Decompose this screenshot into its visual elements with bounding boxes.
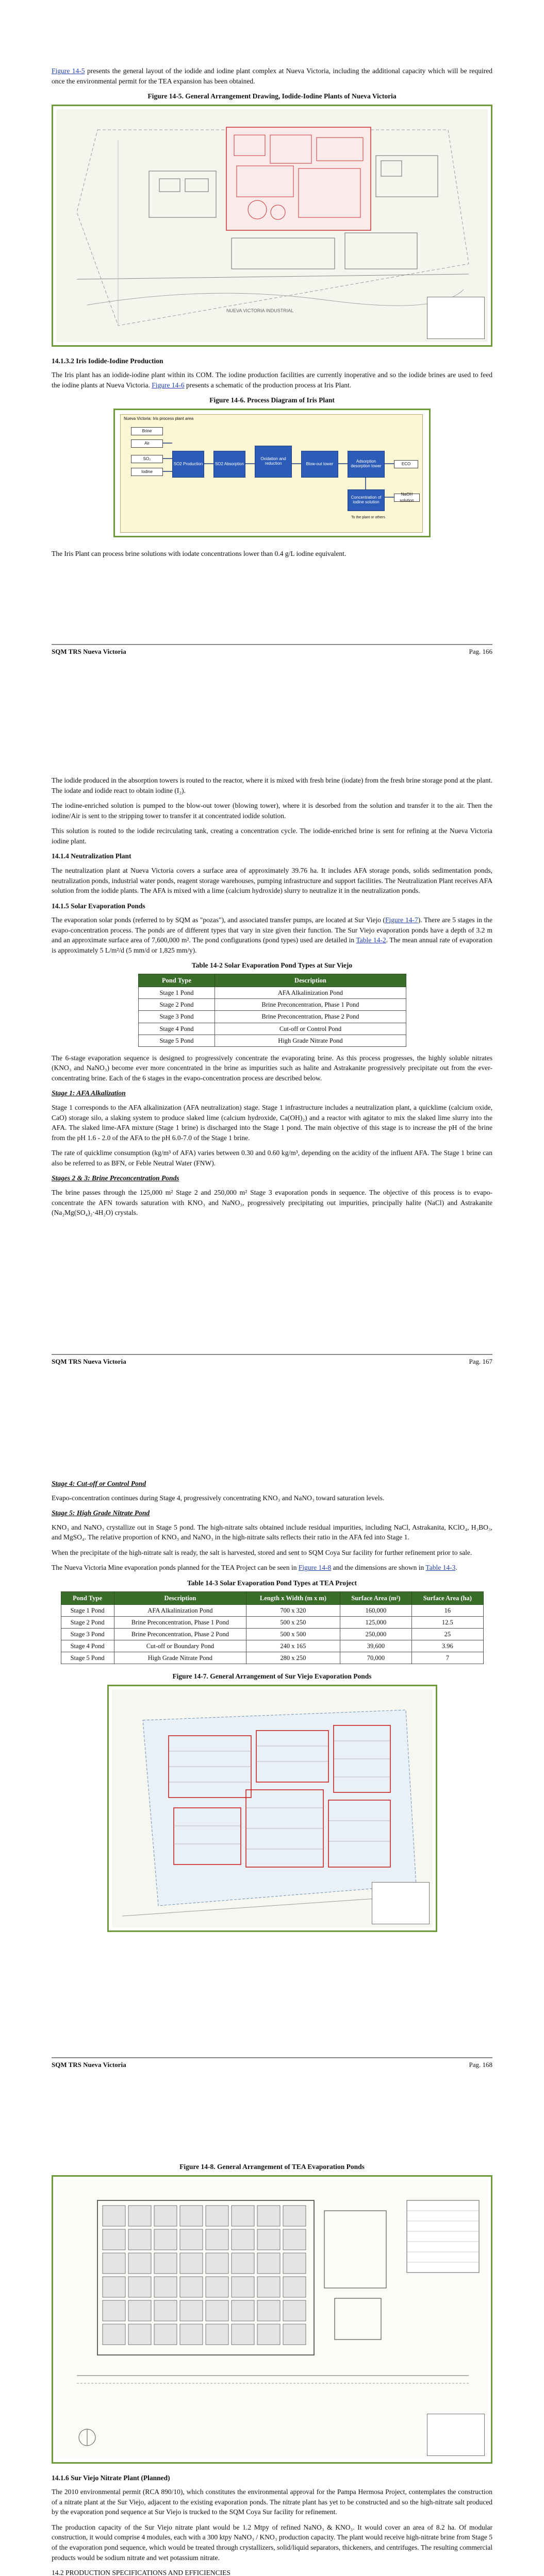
table-14-2-cell-2-0: Stage 3 Pond — [138, 1011, 215, 1023]
figure-14-5-title: Figure 14-5. General Arrangement Drawing, Iodide-Iodine Plants of Nueva Victoria — [147, 92, 397, 100]
figure-14-5-drawing — [52, 105, 492, 347]
page-number: Pag. 166 — [469, 648, 492, 655]
iris-paragraph: The Iris plant has an iodide-iodine plant within its COM. The iodine production facilities are currently inoperative and so the iodide brines are used to feed the iodine plants at Nueva Victoria. Figure 14-6 presents a schematic of the production process at Iris Plant. — [52, 371, 492, 389]
table-14-2-header-1: Description — [215, 974, 406, 987]
table-row — [138, 999, 406, 1011]
table-14-2-cell-4-1: High Grade Nitrate Pond — [215, 1035, 406, 1046]
sur-viejo-plant-heading: 14.1.6 Sur Viejo Nitrate Plant (Planned) — [52, 2473, 170, 2482]
table-14-3-cell-0-2: 700 x 320 — [246, 1604, 340, 1616]
table-14-3 — [61, 1591, 484, 1665]
table-14-3-header-1: Description — [114, 1591, 246, 1604]
page-number: Pag. 167 — [469, 1358, 492, 1365]
table-14-3-link[interactable]: Table 14-3 — [425, 1564, 456, 1572]
table-14-2-cell-0-0: Stage 1 Pond — [138, 987, 215, 999]
stage-sequence-paragraph: The 6-stage evaporation sequence is designed to progressively concentrate the evaporating brine. As this process progresses, the highly soluble nitrates (KNO₃ and NaNO₃) become ever more concentrated in the brine as impurities such as halite and Astrakanite progressively precipitate out from the ever-concentrating brine. Each of the 6 stages in the evapo-concentration process are described below. — [52, 1054, 492, 1082]
input-so2: SO₂ — [131, 455, 163, 463]
table-row — [61, 1604, 483, 1616]
footer-title: SQM TRS Nueva Victoria — [52, 2061, 126, 2069]
table-14-2-cell-4-0: Stage 5 Pond — [138, 1035, 215, 1046]
sur-viejo-plant-paragraph-2: The production capacity of the Sur Viejo nitrate plant would be 1.2 Mtpy of refined NaNO₃ & KNO₃. It would cover an area of 8.2 ha. Of modular construction, it would comprise 4 modules, each with a 300 ktpy NaNO₃ / KNO₃ production capacity. The plant would receive high-nitrate brine from Stage 5 of the evaporation pond sequence, which would be treated through crystallizers, solid/liquid separators, thickeners, and centrifuges. The resulting commercial products would be sodium nitrate and wet potassium nitrate. — [52, 2523, 492, 2562]
table-14-2-cell-0-1: AFA Alkalinization Pond — [215, 987, 406, 999]
table-row — [61, 1652, 483, 1664]
table-14-3-cell-2-3: 250,000 — [340, 1628, 411, 1640]
table-row — [138, 1023, 406, 1035]
page-167 — [0, 703, 544, 1406]
table-14-2-cell-1-1: Brine Preconcentration, Phase 1 Pond — [215, 999, 406, 1011]
tea-ponds-svg — [56, 2180, 488, 2459]
table-14-3-cell-3-2: 240 x 165 — [246, 1640, 340, 1652]
table-14-3-cell-1-0: Stage 2 Pond — [61, 1616, 114, 1628]
table-row — [138, 1035, 406, 1046]
footer-title: SQM TRS Nueva Victoria — [52, 648, 126, 655]
footer-167 — [52, 1354, 492, 1367]
table-row — [138, 987, 406, 999]
neutralization-paragraph: The neutralization plant at Nueva Victoria covers a surface area of approximately 39.76 ha. It includes AFA storage ponds, solids sedimentation ponds, neutralization ponds, industrial water ponds, reagent storage warehouses, pumping infrastructure and support facilities. The Neutralization Plant receives AFA solution from the iodide plants. The AFA is mixed with a lime (calcium hydroxide) slurry to neutralize it in the neutralization ponds. — [52, 866, 492, 895]
figure-14-7-title: Figure 14-7. General Arrangement of Sur Viejo Evaporation Ponds — [172, 1672, 372, 1681]
stage-2-3-heading: Stages 2 & 3: Brine Preconcentration Ponds — [52, 1174, 179, 1182]
table-14-3-cell-3-4: 3.96 — [412, 1640, 483, 1652]
table-14-3-cell-4-3: 70,000 — [340, 1652, 411, 1664]
title-block — [372, 1882, 430, 1924]
production-specs-heading: 14.2 PRODUCTION SPECIFICATIONS AND EFFICIENCIES — [52, 2569, 230, 2576]
iris-process-area — [120, 414, 423, 533]
table-14-3-cell-2-1: Brine Preconcentration, Phase 2 Pond — [114, 1628, 246, 1640]
neutralization-heading: 14.1.4 Neutralization Plant — [52, 852, 131, 860]
table-14-2 — [138, 974, 406, 1047]
recirculation-paragraph: This solution is routed to the iodide recirculating tank, creating a concentration cycle. The iodide-enriched brine is sent for refining at the Nueva Victoria iodine plant. — [52, 827, 492, 845]
page-number: Pag. 168 — [469, 2061, 492, 2069]
iodide-reactor-paragraph: The iodide produced in the absorption towers is routed to the reactor, where it is mixed with fresh brine (iodate) from the fresh brine storage pond at the plant. The iodate and iodide react to obtain iodine (I₂). — [52, 776, 492, 794]
table-14-2-link[interactable]: Table 14-2 — [356, 936, 386, 944]
site-label: NUEVA VICTORIA INDUSTRIAL — [226, 308, 294, 313]
figure-14-7-drawing — [107, 1685, 437, 1932]
figure-14-8-drawing — [52, 2175, 492, 2464]
title-block — [427, 297, 485, 339]
iris-diagram-header: Nueva Victoria: Iris process plant area — [124, 416, 194, 421]
table-14-2-header-0: Pond Type — [138, 974, 215, 987]
stage-4-heading: Stage 4: Cut-off or Control Pond — [52, 1480, 146, 1487]
figure-14-7-link[interactable]: Figure 14-7 — [385, 916, 418, 924]
page-166 — [0, 0, 544, 703]
figure-14-5-link[interactable]: Figure 14-5 — [52, 67, 85, 75]
stage-5-heading: Stage 5: High Grade Nitrate Pond — [52, 1509, 150, 1517]
title-block — [427, 2414, 485, 2456]
footer-title: SQM TRS Nueva Victoria — [52, 1358, 126, 1365]
harvest-paragraph: When the precipitate of the high-nitrate salt is ready, the salt is harvested, stored and sent to SQM Coya Sur facility for further refinement prior to sale. — [52, 1548, 472, 1556]
so2-production-box: SO2 Production — [172, 451, 204, 478]
output-naoh: NaOH solution — [394, 494, 420, 502]
intro-paragraph: Figure 14-5 presents the general layout of the iodide and iodine plant complex at Nueva Victoria, including the additional capacity which will be required once the environmental permit for the TEA expansion has been obtained. — [52, 67, 492, 85]
iris-capacity-paragraph: The Iris Plant can process brine solutions with iodate concentrations lower than 0.4 g/L iodine equivalent. — [52, 549, 347, 557]
table-14-3-cell-1-2: 500 x 250 — [246, 1616, 340, 1628]
input-brine: Brine — [131, 427, 163, 435]
input-iodine: Iodine — [131, 468, 163, 476]
table-14-3-cell-4-4: 7 — [412, 1652, 483, 1664]
table-14-3-cell-3-1: Cut-off or Boundary Pond — [114, 1640, 246, 1652]
table-14-2-cell-1-0: Stage 2 Pond — [138, 999, 215, 1011]
so2-absorption-box: SO2 Absorption — [213, 451, 245, 478]
blow-out-tower-box: Blow-out tower — [301, 451, 338, 478]
footer-168 — [52, 2057, 492, 2070]
table-14-2-cell-3-1: Cut-off or Control Pond — [215, 1023, 406, 1035]
table-row — [138, 1011, 406, 1023]
figure-14-6-link[interactable]: Figure 14-6 — [152, 381, 185, 389]
figure-14-6-title: Figure 14-6. Process Diagram of Iris Plant — [209, 396, 335, 404]
stage-5-paragraph: KNO₃ and NaNO₃ crystallize out in Stage 5 pond. The high-nitrate salts obtained include residual impurities, including NaCl, Astrakanita, KClO₄, H₃BO₃, and MgSO₄. The relative proportion of KNO₃ and NaNO₃ in the high-nitrate salts reflects their ratio in the AFA fed into Stage 1. — [52, 1523, 492, 1541]
table-14-3-cell-1-4: 12.5 — [412, 1616, 483, 1628]
table-14-3-header-0: Pond Type — [61, 1591, 114, 1604]
table-row — [61, 1640, 483, 1652]
stage-1-paragraph-a: Stage 1 corresponds to the AFA alkalinization (AFA neutralization) stage. Stage 1 infrastructure includes a neutralization plant, a quicklime (calcium oxide, CaO) storage silo, a slaking system to produce slaked lime (calcium hydroxide, Ca(OH)₂) and a reactor with agitator to mix the slaked lime slurry into the AFA. The slaked lime-AFA mixture (Stage 1 brine) is discharged into the Stage 1 pond. The main objective of this stage is to increase the pH of the brine from the pH 1.6 - 2.0 of the AFA to the pH 6.0-7.0 of the Stage 1 brine. — [52, 1104, 492, 1142]
tea-ponds-paragraph: The Nueva Victoria Mine evaporation ponds planned for the TEA Project can be seen in Figure 14-8 and the dimensions are shown in Table 14-3. — [52, 1564, 457, 1572]
blow-out-paragraph: The iodine-enriched solution is pumped to the blow-out tower (blowing tower), where it is desorbed from the solution and transfer it to the air. Then the iodine/Air is sent to the stripping tower to transfer it at concentrated iodide solution. — [52, 802, 492, 820]
table-14-3-cell-0-4: 16 — [412, 1604, 483, 1616]
table-14-3-cell-0-3: 160,000 — [340, 1604, 411, 1616]
stage-2-3-paragraph: The brine passes through the 125,000 m² Stage 2 and 250,000 m² Stage 3 evaporation ponds in sequence. The objective of this process is to evapo-concentrate the AFN towards saturation with KNO₃ and NaNO₃, progressively precipitating out impurities, principally halite (NaCl) and Astrakanite (Na₂Mg(SO₄)₂·4H₂O) crystals. — [52, 1188, 492, 1217]
solar-ponds-heading: 14.1.5 Solar Evaporation Ponds — [52, 902, 145, 910]
table-14-3-cell-2-0: Stage 3 Pond — [61, 1628, 114, 1640]
page-168 — [0, 1406, 544, 2110]
table-14-3-header-3: Surface Area (m²) — [340, 1591, 411, 1604]
table-row — [61, 1616, 483, 1628]
stage-1-heading: Stage 1: AFA Alkalization — [52, 1089, 126, 1097]
table-14-3-cell-4-0: Stage 5 Pond — [61, 1652, 114, 1664]
input-air: Air — [131, 439, 163, 448]
figure-14-6-diagram — [113, 409, 431, 537]
figure-14-8-link[interactable]: Figure 14-8 — [298, 1564, 332, 1572]
table-14-3-title: Table 14-3 Solar Evaporation Pond Types at TEA Project — [187, 1579, 357, 1587]
stage-4-paragraph: Evapo-concentration continues during Stage 4, progressively concentrating KNO₃ and NaNO₃ toward saturation levels. — [52, 1494, 385, 1502]
output-eco: ECO — [394, 460, 418, 468]
diagram-note: To the plant or others — [351, 515, 385, 519]
table-14-3-cell-4-2: 280 x 250 — [246, 1652, 340, 1664]
page-169 — [0, 2110, 544, 2576]
table-14-2-cell-3-0: Stage 4 Pond — [138, 1023, 215, 1035]
adsorption-tower-box: Adsorption desorption tower — [348, 451, 385, 478]
table-14-3-cell-0-1: AFA Alkalinization Pond — [114, 1604, 246, 1616]
table-14-3-cell-3-3: 39,600 — [340, 1640, 411, 1652]
table-14-3-cell-2-2: 500 x 500 — [246, 1628, 340, 1640]
footer-166 — [52, 644, 492, 657]
table-14-2-title: Table 14-2 Solar Evaporation Pond Types at Sur Viejo — [191, 961, 353, 970]
table-14-3-header-4: Surface Area (ha) — [412, 1591, 483, 1604]
table-14-3-cell-1-1: Brine Preconcentration, Phase 1 Pond — [114, 1616, 246, 1628]
table-row — [61, 1628, 483, 1640]
oxidation-reduction-box: Oxidation and reduction — [255, 446, 292, 478]
table-14-3-cell-2-4: 25 — [412, 1628, 483, 1640]
sur-viejo-plant-paragraph-1: The 2010 environmental permit (RCA 890/10), which constitutes the environmental approval for the Pampa Hermosa Project, contemplates the construction of a nitrate plant at the Sur Viejo, adjacent to the existing evaporation ponds. The nitrate plant has yet to be constructed and so the high-nitrate salt produced by the evaporation pond sequence at Sur Viejo is trucked to the SQM Coya Sur facility for refinement. — [52, 2488, 492, 2516]
figure-14-8-title: Figure 14-8. General Arrangement of TEA Evaporation Ponds — [179, 2163, 365, 2171]
iris-heading: 14.1.3.2 Iris Iodide-Iodine Production — [52, 357, 163, 365]
iodine-concentration-box: Concentration of iodine solution — [348, 489, 385, 511]
table-14-2-cell-2-1: Brine Preconcentration, Phase 2 Pond — [215, 1011, 406, 1023]
table-14-3-cell-3-0: Stage 4 Pond — [61, 1640, 114, 1652]
table-14-3-cell-4-1: High Grade Nitrate Pond — [114, 1652, 246, 1664]
table-14-3-cell-1-3: 125,000 — [340, 1616, 411, 1628]
stage-1-paragraph-b: The rate of quicklime consumption (kg/m³ of AFA) varies between 0.30 and 0.60 kg/m³, depending on the acidity of the influent AFA. The Stage 1 brine can also be referred to as BFN, or Feble Neutral Water (FNW). — [52, 1149, 492, 1167]
table-14-3-cell-0-0: Stage 1 Pond — [61, 1604, 114, 1616]
solar-ponds-paragraph: The evaporation solar ponds (referred to by SQM as "pozas"), and associated transfer pumps, are located at Sur Viejo (Figure 14-7). There are 5 stages in the evapo-concentration process. The ponds are of different types that vary in size given their function. The Sur Viejo evaporation ponds have a depth of 3.2 m and an approximate surface area of 7,600,000 m². The pond configurations (pond types) used are detailed in Table 14-2. The mean annual rate of evaporation is approximately 5 L/m²/d (5 mm/d or 1,825 mm/y). — [52, 916, 492, 954]
table-14-3-header-2: Length x Width (m x m) — [246, 1591, 340, 1604]
